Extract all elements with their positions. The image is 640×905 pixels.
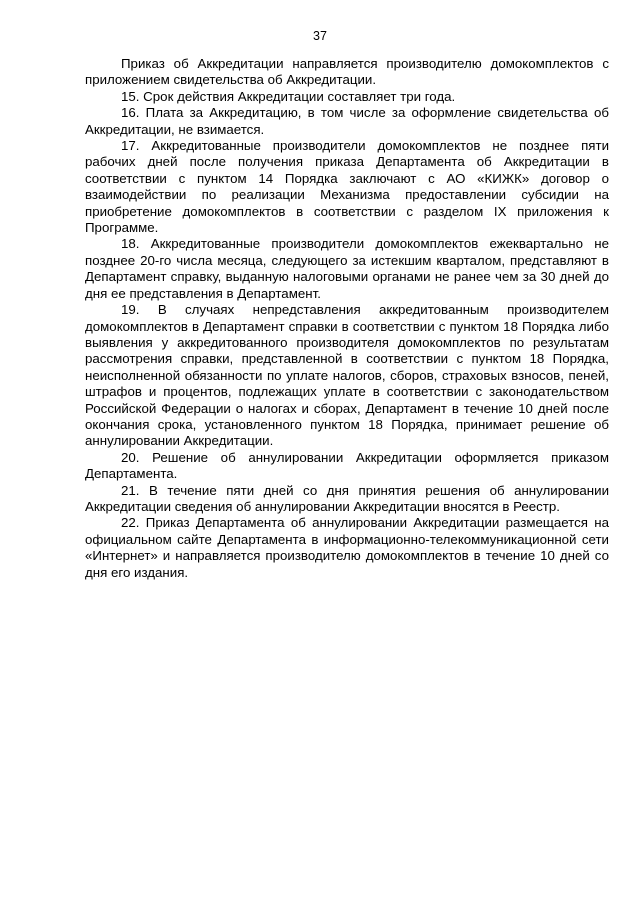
paragraph-15-validity-term: 15. Срок действия Аккредитации составляет три года. <box>121 88 456 104</box>
paragraph-18-quarterly-certificate: 18. Аккредитованные производители домокомплектов ежеквартально не позднее 20-го числа месяца, следующего за истекшим кварталом, представляют в Департамент справку, выданную налоговыми органами не ранее чем за 30 дней до дня ее представления в Департамент. <box>85 236 609 301</box>
document-body <box>85 56 609 581</box>
paragraph-19-annulment-cases: 19. В случаях непредставления аккредитованным производителем домокомплектов в Департамент справки в соответствии с пунктом 18 Порядка либо выявления у аккредитованного производителя домокомплектов по результатам рассмотрения справки, представленной в соответствии с пунктом 18 Порядка, неисполненной обязанности по уплате налогов, сборов, страховых взносов, пеней, штрафов и процентов, подлежащих уплате в соответствии с законодательством Российской Федерации о налогах и сборах, Департамент в течение 10 дней после окончания срока, установленного пунктом 18 Порядка, принимает решение об аннулировании Аккредитации. <box>85 302 609 449</box>
paragraph-21-registry: 21. В течение пяти дней со дня принятия решения об аннулировании Аккредитации сведения об аннулировании Аккредитации вносятся в Реестр. <box>85 482 609 514</box>
paragraph-20-annulment-decision: 20. Решение об аннулировании Аккредитации оформляется приказом Департамента. <box>85 449 609 482</box>
paragraph-22-publication: 22. Приказ Департамента об аннулировании Аккредитации размещается на официальном сайте Департамента в информационно-телекоммуникационной сети «Интернет» и направляется производителю домокомплектов в течение 10 дней со дня его издания. <box>85 515 609 580</box>
paragraph-17-agreement: 17. Аккредитованные производители домокомплектов не позднее пяти рабочих дней после получения приказа Департамента об Аккредитации в соответствии с пунктом 14 Порядка заключают с АО «КИЖК» договор о взаимодействии по реализации Механизма предоставлении субсидии на приобретение домокомплектов в соответствии с разделом IX приложения к Программе. <box>85 138 609 236</box>
paragraph-accreditation-order: Приказ об Аккредитации направляется производителю домокомплектов с приложением свидетельства об Аккредитации. <box>85 56 609 88</box>
page-number: 37 <box>313 29 327 43</box>
paragraph-16-fee: 16. Плата за Аккредитацию, в том числе за оформление свидетельства об Аккредитации, не взимается. <box>85 105 609 137</box>
